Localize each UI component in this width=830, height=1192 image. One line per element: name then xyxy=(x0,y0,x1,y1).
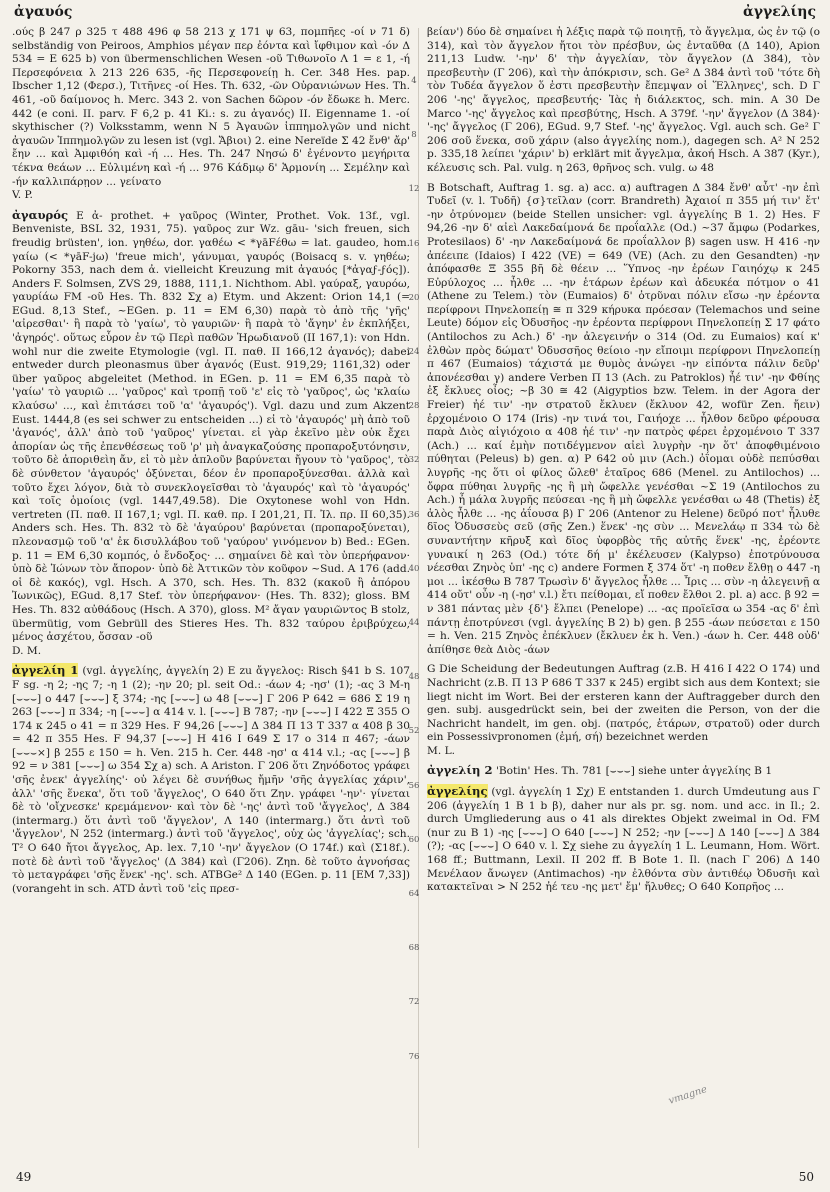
entry-lemma: ἀγγελίης xyxy=(427,784,488,799)
entry-body xyxy=(427,182,820,658)
line-number: 16 xyxy=(408,238,420,249)
entry-text: βείαν') δύο δὲ σημαίνει ἡ λέξις παρὰ τῷ ποιητῇ, τὸ ἄγγελμα, ὡς ἐν τῷ (ο 314), καὶ τὸν ἄγγελον ἤτοι τὸν πρέσβυν, ὡς ἐνταῦθα (Δ 140), Apion 211,13 Ludw. '-ην' δ' τὴν ἀγγελίαν, τὸν ἄγγελον (Δ 384), τὸν πρεσβευτὴν (Γ 206), καὶ τὴν ἀπόκρισιν, sch. Ge² Δ 384 ἀντὶ τοῦ 'τότε δὴ τὸν Τυδέα ἄγγελον ὅ ἐστι πρεσβευτὴν ἔπεμψαν οἱ Ἕλληνες', sch. D Γ 206 '-ης' ἄγγελος, πρεσβευτής· Ἰὰς ἡ διάλεκτος, sch. min. Α 30 De Marco '-ης' ἄγγελος καὶ πρεσβύτης, Hsch. A 379f. '-ην' ἄγγελον (Δ 384)· '-ης' ἄγγελος (Γ 206), EGud. 9,7 Stef. '-ης' ἄγγελος. Vgl. auch sch. Ge² Γ 206 σοῦ ἕνεκα, σοῦ χάριν (also ἀγγελίης nom.), dagegen sch. A² N 252 p. 335,18 λείπει 'χάριν' b) erklärt mit ἄγγελμα, ἀκοή Hsch. A 387 (Kyr.), κέλευσις sch. Pal. vulg. η 263, θρῆνος sch. vulg. ω 48 xyxy=(427,26,820,174)
line-number: 72 xyxy=(408,997,420,1008)
dictionary-entry xyxy=(12,209,410,659)
page-number-right: 50 xyxy=(798,1170,814,1184)
entry-body xyxy=(427,26,820,176)
line-number: 76 xyxy=(408,1051,420,1062)
page-number-left: 49 xyxy=(16,1170,32,1184)
author-initials: D. M. xyxy=(12,644,42,657)
line-number: 68 xyxy=(408,943,420,954)
entry-body xyxy=(427,764,820,779)
left-column xyxy=(12,26,410,1156)
entry-text: (vgl. ἀγγελίης, ἀγγελίη 2) E zu ἄγγελος: Risch §41 b S. 107 F sg. -η 2; -ης 7; -η 1 (2); -ην 20; pl. seit Od.: -άων 4; -ησ' (1); -ας 3 M-η [⌣⌣⌣] ο 447 [⌣⌣⌣] ξ 374; -ης [⌣⌣⌣] ω 48 [⌣⌣⌣] Γ 206 P 642 = 686 Σ 19 η 263 [⌣⌣⌣] π 334; -η [⌣⌣⌣] α 414 v. l. [⌣⌣⌣] B 787; -ην [⌣⌣⌣] I 422 Ξ 355 Ο 174 κ 245 ο 41 = π 329 Hes. F 94,26 [⌣⌣⌣] Δ 384 Π 13 Τ 337 α 408 β 30 = 42 π 355 Hes. F 94,37 [⌣⌣⌣] H 416 I 649 Σ 17 ο 314 π 467; -άων [⌣⌣⌣×] β 255 ε 150 = h. Ven. 215 h. Cer. 448 -ησ' α 414 v.l.; -ας [⌣⌣⌣] β 92 = ν 381 [⌣⌣⌣] ω 354 Σχ a) sch. A Ariston. Γ 206 ὅτι Ζηνόδοτος γράφει 'σῆς ἐνεκ' ἀγγελίης'· οὐ λέγει δὲ συνήθως ἤμῆν 'σῆς ἀγγελίας χάριν', ἀλλ' 'σῆς ἕνεκα', ὅτι τοῦ 'ἄγγελος', Ο 640 ὅτι Ζην. γράφει '-ην'· γίνεται δὲ τὸ 'οἴχνεσκε' κρεμάμενον· καὶ τὸν δὲ '-ης' ἀντὶ τοῦ 'ἄγγελος', Δ 384 (intermarg.) ὅτι ἀντὶ τοῦ 'ἄγγελον', Λ 140 (intermarg.) ὅτι ἀντὶ τοῦ 'ἄγγελον', N 252 (intermarg.) ἀντὶ τοῦ 'ἄγγελος', οὐχ ὡς 'ἀγγελίας'; sch. T² Ο 640 ἤτοι ἄγγελος, Ap. lex. 7,10 '-ην' ἄγγελον (Ο 174f.) καὶ (Σ18f.). ποτὲ δὲ ἀντὶ τοῦ 'ἄγγελος' (Δ 384) καὶ (Γ206). Zηn. δὲ τοῦτο ἀγνοήσας τὸ μεταγράφει 'σῆς ἕνεκ' -ης'. sch. ATBGe² Δ 140 (EGen. p. 11 [EM 7,33]) (vorangeht in sch. ATD ἀντὶ τοῦ 'εἰς πρεσ- xyxy=(12,665,410,895)
entry-text: 'Botin' Hes. Th. 781 [⌣⌣⌣] siehe unter ἀγγελίης B 1 xyxy=(495,765,773,778)
entry-text: .ούς β 247 ρ 325 τ 488 496 φ 58 213 χ 171 ψ 63, πομπῆες -οί ν 71 δ) selbständig von Peiroos, Amphios μέγαν περ ἐόντα καὶ ἴφθιμον καὶ -όν Δ 534 = E 625 b) von übermenschlichen Wesen -οῦ Τιθωνοῖο Λ 1 = ε 1, -ή Περσεφόνεια λ 213 226 635, -ῆς Περσεφονείῃ h. Cer. 348 Hes. pap. Ibscher 1,12 (Φερσ.), Τιτῆνες -οί Hes. Th. 632, -ῶν Οὐρανιώνων Hes. Th. 461, -οῦ δαίμονος h. Merc. 343 2. von Sachen δῶρον -όν ἔδωκε h. Merc. 442 (e coni. II. parv. F 6,2 p. 41 Ki.: s. zu ἀγανός) II. Eigenname 1. -οί skythischer (?) Volksstamm, wenn N 5 Ἀγαυῶν ἱππημολγῶν und nicht ἀγαυῶν Ἱππημολγῶν zu lesen ist (vgl. Ἄβιοι) 2. eine Nereïde Σ 42 ἔνθ' ἄρ' ἔην ... καὶ Ἀμφιθόη καὶ -ή ... Hes. Th. 247 Νησώ δ' ἐγένοντο μεγήριτα τέκνα θεάων ... Εὐλιμένη καὶ -ή ... 976 Κάδμῳ δ' Ἁρμονίη ... Σεμέλην καὶ -ήν καλλιπάρῃον ... γείνατο xyxy=(12,26,410,188)
dictionary-entry xyxy=(12,664,410,896)
right-column xyxy=(427,26,820,1156)
entry-body xyxy=(427,785,820,895)
entry-lemma: ἀγγελίη 2 xyxy=(427,763,493,778)
author-initials: V. P. xyxy=(12,189,33,202)
line-number: 64 xyxy=(408,889,420,899)
entry-text: G Die Scheidung der Bedeutungen Auftrag (z.B. H 416 I 422 Ο 174) und Nachricht (z.B. Π 13 P 686 Τ 337 κ 245) ergibt sich aus dem Kontext; sie liegt nicht im Wort. Bei der ersteren kann der Auftraggeber durch den gen. subj. ausgedrückt sein, bei der zweiten die Person, von der die Nachricht handelt, im gen. obj. (πατρός, ἑτάρων, στρατοῦ) oder durch ein Possessivpronomen (ἐμή, σή) bezeichnet werden xyxy=(427,663,820,744)
entry-body xyxy=(12,664,410,896)
entry-lemma: ἀγαυρός xyxy=(12,207,69,222)
line-number: 24 xyxy=(408,347,420,357)
dictionary-entry xyxy=(427,182,820,658)
line-number: 8 xyxy=(411,130,417,141)
line-number: 52 xyxy=(408,726,420,737)
column-divider xyxy=(418,28,419,1148)
dictionary-entry xyxy=(12,26,410,203)
line-number: 36 xyxy=(408,509,420,520)
line-number: 44 xyxy=(408,618,420,628)
dictionary-entry xyxy=(427,785,820,895)
running-head-left: ἀγαυός xyxy=(14,4,73,20)
entry-lemma: ἀγγελίη 1 xyxy=(12,663,79,678)
line-number: 40 xyxy=(408,563,420,574)
line-number: 28 xyxy=(408,401,420,412)
entry-body xyxy=(12,26,410,189)
running-head-right: ἀγγελίης xyxy=(742,4,816,20)
entry-text: E ἀ- prothet. + γαῦρος (Winter, Prothet. Vok. 13f., vgl. Benveniste, BSL 32, 1931, 75). γαῦρος zur Wz. gāu- 'sich freuen, sich freudig brüsten', ion. γηθέω, dor. γαθέω < *γāFέθω = lat. gaudeo, hom. γαίω (< *γāF-jω) 'freue mich', γάνυμαι, γαυρός (Boisacq s. v. γηθέω; Pokorny 353, nach dem ἀ. vielleicht Kreuzung mit ἀγαυός [*ἀγαϝ-ϝός]). Anders F. Solmsen, ZVS 29, 1888, 111,1. Nichthom. Abl. γαύραξ, γαυρόω, γαυρίάω FM -οῦ Hes. Th. 832 Σχ a) Etym. und Akzent: Orion 14,1 (= EGud. 8,13 Stef., ~EGen. p. 11 = EM 6,30) παρὰ τὸ ἀπὸ τῆς 'γῆς' 'αἰρεσθαι'· ἢ παρὰ τὸ 'γαίω', τὸ γαυριῶν· ἢ παρὰ τὸ 'ἄγην' ἐν ἐκπλήξει, 'ἀγηρός'. οὕτως εὗρον ἐν τῷ Περὶ παθῶν Ἡρωδιανοῦ (II 167,1): von Hdn. wohl nur die zweite Etymologie (vgl. Π. παθ. II 166,12 ἀγανός); dabei entweder durch pleonasmus über ἀγανός (Eust. 919,29; 1161,32) oder über γαῦρος abgeleitet (Method. in EGen. p. 11 = EM 6,35 παρὰ τὸ 'γαίω' τὸ γαυριῶ ... 'γαῦρος' καὶ τροπῇ τοῦ 'ε' εἰς τὸ 'γαῦρος', ὡς 'κλαίω κλαύσω' ..., καὶ ἐπιτάσει τοῦ 'α' 'ἀγαυρός'). Vgl. dazu und zum Akzent Eust. 1444,8 (es sei schwer zu entscheiden ...) εἰ τὸ 'ἀγαυρός' μὴ ἀπὸ τοῦ 'ἀγανός', ἀλλ' ἀπὸ τοῦ 'γαῦρος' γίνεται. εἰ γὰρ ἐκεῖνο μὲν οὐκ ἔχει ἀπορίαν ὡς τῆς ἐπενθέσεως τοῦ 'ρ' μὴ ἀναγκαζούσης προπαροξυτόνησιν, τοῦτο δὲ ἀποριθεὶη ἄν, εἰ τὸ μὲν ἁπλοῦν βαρύνεται ἤγουν τὸ 'γαῦρος', τὸ δὲ σύνθετον 'ἀγαυρός' ὀξύνεται, δέον ἐν προπαροξύνεσθαι. ἀλλὰ καὶ τοῦτο ἔχει λόγον, διὰ τὸ συνεκλογεῖσθαι τὸ 'ἀγαυρός' καὶ τὸ 'ἀγαυρός' καὶ τοῖς ὁμοίοις (vgl. 1447,49.58). Die Oxytonese wohl von Hdn. vertreten (Π. παθ. II 167,1; vgl. Π. καθ. πρ. I 201,21, Π. Ἰλ. πρ. II 60,35). Anders sch. Hes. Th. 832 τὸ δὲ 'ἀγαύρου' βαρύνεται (προπαροξύνεται), πλεονασμῷ τοῦ 'α' ἐκ δισυλλάβου τοῦ 'γαύρου' γινόμενον b) Bed.: EGen. p. 11 = EM 6,30 κομπός, ὁ ἔνδοξος· ... σημαίνει δὲ καὶ τὸν ὑπερήφανον· ὑπὸ δὲ Ἰώνων τὸν ἄπορον· ὑπὸ δὲ Ἀττικῶν τὸν κοῦφον ~Sud. A 176 (add. οἱ δὲ κακός), vgl. Hsch. A 370, sch. Hes. Th. 832 (κακοῦ ἢ ἀπόρου Ἰωνικῶς), EGud. 8,17 Stef. τὸν ὑπερήφανον· (Hes. Th. 832); gloss. BM Hes. Th. 832 αὐθάδους (Hsch. A 370), gloss. M² ἄγαν γαυριῶντος B stolz, übermütig, vom Gebrüll des Stieres Hes. Th. 832 ταύρου ἐριβρύχεω, μένος ἀσχέτου, ὄσσαν -οῦ xyxy=(12,209,410,644)
handwritten-note: vmagne xyxy=(667,1084,709,1107)
dictionary-entry xyxy=(427,26,820,176)
line-number: 32 xyxy=(408,455,420,466)
line-number: 56 xyxy=(408,780,420,791)
entry-text: (vgl. ἀγγελίη 1 Σχ) E entstanden 1. durch Umdeutung aus Γ 206 (ἀγγελίη 1 B 1 b β), daher nur als pr. sg. nom. und acc. in Il.; 2. durch Umgliederung aus ο 41 als direktes Objekt zweimal in Od. FM (nur zu B 1) -ης [⌣⌣⌣] Ο 640 [⌣⌣⌣] N 252; -ην [⌣⌣⌣] Δ 140 [⌣⌣⌣] Δ 384 (?); -ας [⌣⌣⌣] Ο 640 v. l. Σχ siehe zu ἀγγελίη 1 L. Leumann, Hom. Wört. 168 ff.; Buttmann, Lexil. II 202 ff. B Bote 1. Il. (nach Γ 206) Δ 140 Μενέλαον ἄνωγεν (Antimachos) -ην ἐλθόντα σὺν ἀντιθέῳ Ὀδυσῆι καὶ κατακτεῖναι > N 252 ἠέ τευ -ης μετ' ἔμ' ἤλυθες; Ο 640 Κοπρῆος ... xyxy=(427,786,820,894)
line-number: 12 xyxy=(408,184,420,195)
entry-text: B Botschaft, Auftrag 1. sg. a) acc. α) auftragen Δ 384 ἔνθ' αὖτ' -ην ἐπὶ Τυδεῖ (v. l. Τυδῆ) {σ}τεῖλαν (corr. Brandreth) Ἀχαιοί π 355 μή τιν' ἔτ' -ην ὀτρύνομεν (beide Stellen unsicher: vgl. ἀγγελίης B 1. 2) Hes. F 94,26 -ην δ' αἰεὶ Λακεδαίμονά δε προΐαλλε (Od.) ~37 ἄμφω (Podarkes, Protesilaos) δ' -ην Λακεδαίμονά δε προΐαλλον β) sagen usw. H 416 -ην ἀπέειπε (Idaios) I 422 (VE) = 649 (VE) (Ach. zu den Gesandten) -ην ἀπόφασθε Ξ 355 βῆ δὲ θέειν ... Ὕπνος -ην ἐρέων Γαιηόχῳ κ 245 Εὐρύλοχος ... ἦλθε ... -ην ἑτάρων ἐρέων καὶ ἀδευκέα πότμον ο 41 (Athene zu Telem.) τὸν (Eumaios) δ' ὀτρῦναι πόλιν εἴσω -ην ἐρέοντα περίφρονι Πηνελοπείῃ ≅ π 329 κήρυκα πρόεσαν (Telemachos und seine Leute) δόμον εἰς Ὀδυσῆος -ην ἐρέοντα περίφρονι Πηνελοπείῃ Σ 17 φάτο (Antilochos zu Ach.) δ' -ην ἀλεγεινήν ο 314 (Od. zu Eumaios) καί κ' ἐλθὼν πρὸς δώματ' Ὀδυσσῆος θείοιο -ην εἴποιμι περίφρονι Πηνελοπείῃ π 467 (Eumaios) τάχιστά με θυμὸς ἀνώγει -ην εἰπόντα πάλιν δεῦρ' ἀπονέεσθαι γ) andere Verben Π 13 (Ach. zu Patroklos) ἦέ τιν' -ην Φθίης ἐξ ἔκλυες οἶος; ~β 30 ≅ 42 (Aigyptios bzw. Telem. in der Agora der Freier) ἠέ τιν' -ην στρατοῦ ἔκλυεν (ἔκλυον 42, wofür Zen. ἤειν) ἐρχομένοιο Ο 174 (Iris) -ην τινά τοι, Γαιήοχε ... ἦλθον δεῦρο φέρουσα παρὰ Διὸς αἰγιόχοιο α 408 ἠέ τιν' -ην πατρὸς φέρει ἐρχομένοιο Τ 337 (Ach.) ... καί ἐμὴν ποτιδέγμενον αἰεὶ λυγρὴν -ην ὅτ' ἀποφθιμένοιο πύθηται (Peleus) b) gen. α) P 642 οὐ μιν (Ach.) ὀΐομαι οὐδὲ πεπύσθαι λυγρῆς -ης ὅτι οἱ φίλος ὤλεθ' ἑταῖρος 686 (Menel. zu Antilochos) ... ὄφρα πύθηαι λυγρῆς -ης ἣ μὴ ὤφελλε γενέσθαι ~Σ 19 (Antilochos zu Ach.) ἦ μάλα λυγρῆς πεύσεαι -ης ἣ μὴ ὤφελλε γενέσθαι ω 48 (Thetis) ἐξ ἁλὸς ἦλθε ... -ης ἀΐουσα β) Γ 206 (Antenor zu Helene) δεῦρό ποτ' ἦλυθε δῖος Ὀδυσσεὺς σεῦ (σῆς Zen.) ἕνεκ' -ης σὺν ... Μενελάῳ π 334 τὼ δὲ συναντήτην κῆρυξ καὶ δῖος ὑφορβὸς τῆς αὐτῆς ἕνεκ' -ης, ἐρέοντε γυναικί η 263 (Od.) τότε δή μ' ἐκέλευσεν (Kalypso) ἐποτρύνουσα νέεσθαι Ζηνὸς ὑπ' -ης c) andere Formen ξ 374 ὅτ' -η ποθεν ἔλθῃ ο 447 -η μοι ... ἱκέσθω B 787 Τρωσὶν δ' ἄγγελος ἦλθε ... Ἶρις ... σὺν -η ἀλεγεινῇ α 414 οὔτ' οὖν -η (-ησ' v.l.) ἔτι πείθομαι, εἴ ποθεν ἔλθοι 2. pl. a) acc. β 92 = ν 381 πάντας μὲν {δ'} ἔλπει (Penelope) ... -ας προϊεῖσα ω 354 -ας δ' ἐπὶ πάντῃ ἐποτρύνεσι (vgl. ἀγγελίης B 2) b) gen. β 255 -άων πεύσεται ε 150 = h. Ven. 215 Ζηνὸς ἐπέκλυεν (ἔκλυεν ἐκ h. Ven.) -άων h. Cer. 448 οὐδ' ἀπίθησε θεὰ Διὸς -άων xyxy=(427,181,820,656)
line-number: 60 xyxy=(408,834,420,845)
author-initials: M. L. xyxy=(427,744,455,757)
line-number: 48 xyxy=(408,672,420,683)
entry-body xyxy=(12,209,410,645)
dictionary-entry xyxy=(427,663,820,758)
entry-body xyxy=(427,663,820,745)
dictionary-entry xyxy=(427,764,820,779)
line-number: 20 xyxy=(408,292,420,303)
line-number: 4 xyxy=(411,76,417,86)
